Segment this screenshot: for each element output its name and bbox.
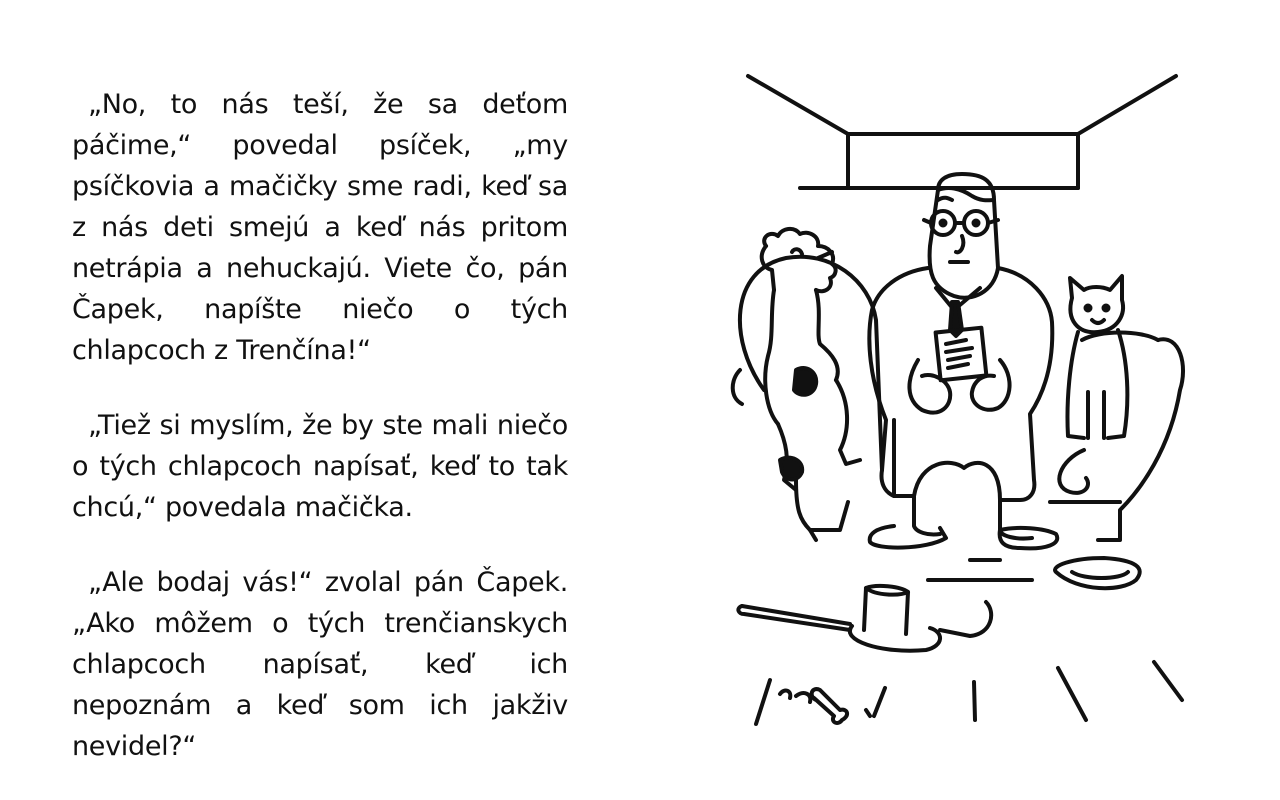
illustration-drawing [700,40,1240,760]
paragraph-1: „No, to nás teší, že sa deťom páčime,“ povedal psíček, „my psíčkovia a mačičky sme radi, keď sa z nás deti smejú a keď nás pritom netrápia a nehuckajú. Viete čo, pán Čapek, napíšte niečo o tých chlapcoch z Trenčína!“ [72,89,568,366]
page-text [72,84,568,767]
floor-objects [738,558,1139,723]
man-figure [869,174,1057,548]
cat-figure [1059,276,1127,493]
paragraph-2: „Tiež si myslím, že by ste mali niečo o tých chlapcoch napísať, keď to tak chcú,“ povedala mačička. [72,410,568,523]
paragraph-3: „Ale bodaj vás!“ zvolal pán Čapek. „Ako môžem o tých trenčianskych chlapcoch napísať, keď ich nepoznám a keď som ich jakživ nevidel?“ [72,567,568,762]
illustration [700,40,1240,760]
